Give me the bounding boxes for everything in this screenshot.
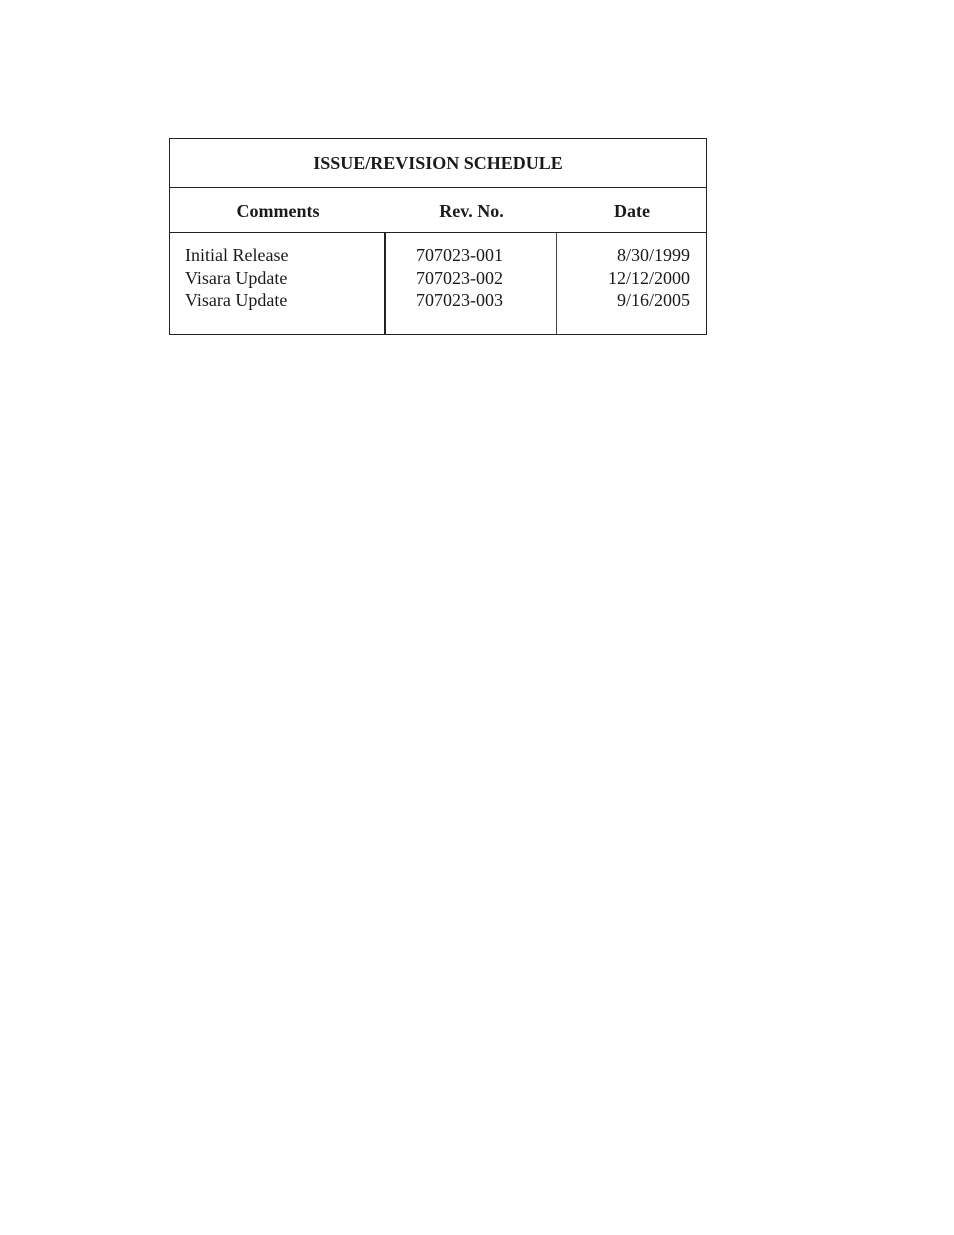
rev-no-cell: 707023-003 (416, 290, 503, 310)
rev-no-cell: 707023-002 (416, 267, 503, 288)
comments-cell: Visara Update (185, 267, 288, 288)
column-header-rev-no: Rev. No. (439, 201, 504, 221)
column-header-comments: Comments (236, 201, 320, 221)
date-cell: 8/30/1999 (616, 245, 690, 265)
comments-cell: Visara Update (185, 290, 288, 310)
table-body (170, 233, 706, 334)
rev-no-column (386, 233, 557, 334)
column-header-date: Date (614, 201, 650, 221)
date-cell: 9/16/2005 (616, 290, 690, 310)
date-cell: 12/12/2000 (607, 267, 690, 288)
table-header (170, 188, 706, 233)
table-title: ISSUE/REVISION SCHEDULE (170, 139, 706, 188)
rev-no-cell: 707023-001 (416, 245, 503, 265)
comments-column (170, 233, 386, 334)
revision-schedule-table (169, 138, 707, 335)
comments-cell: Initial Release (185, 245, 289, 265)
date-column (557, 233, 707, 334)
